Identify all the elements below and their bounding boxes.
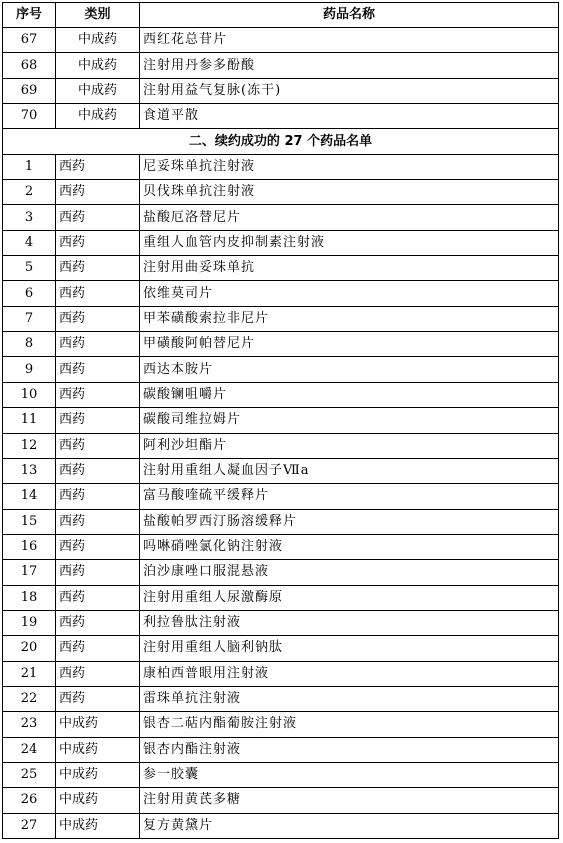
- table-row: [3, 382, 559, 407]
- row-number: 13: [3, 458, 56, 483]
- row-drug-name: 贝伐珠单抗注射液: [140, 180, 559, 205]
- row-drug-name: 参一胶囊: [140, 762, 559, 787]
- table-row: [3, 78, 559, 103]
- row-number: 24: [3, 737, 56, 762]
- row-drug-name: 注射用重组人脑利钠肽: [140, 636, 559, 661]
- row-number: 11: [3, 408, 56, 433]
- table-row: [3, 610, 559, 635]
- table-row: [3, 104, 559, 129]
- row-drug-name: 碳酸镧咀嚼片: [140, 382, 559, 407]
- row-drug-name: 银杏二萜内酯葡胺注射液: [140, 712, 559, 737]
- row-number: 5: [3, 256, 56, 281]
- row-drug-name: 注射用丹参多酚酸: [140, 53, 559, 78]
- table-row: [3, 180, 559, 205]
- row-drug-name: 银杏内酯注射液: [140, 737, 559, 762]
- row-drug-name: 注射用曲妥珠单抗: [140, 256, 559, 281]
- row-drug-name: 康柏西普眼用注射液: [140, 661, 559, 686]
- table-row: [3, 484, 559, 509]
- row-number: 12: [3, 433, 56, 458]
- row-category: 西药: [56, 256, 140, 281]
- row-category: 中成药: [56, 788, 140, 813]
- row-drug-name: 碳酸司维拉姆片: [140, 408, 559, 433]
- row-category: 西药: [56, 332, 140, 357]
- row-number: 18: [3, 585, 56, 610]
- table-row: [3, 560, 559, 585]
- row-number: 68: [3, 53, 56, 78]
- row-number: 26: [3, 788, 56, 813]
- row-number: 19: [3, 610, 56, 635]
- row-number: 9: [3, 357, 56, 382]
- row-drug-name: 西达本胺片: [140, 357, 559, 382]
- row-number: 22: [3, 686, 56, 711]
- row-number: 1: [3, 154, 56, 179]
- row-category: 西药: [56, 180, 140, 205]
- row-category: 西药: [56, 534, 140, 559]
- row-drug-name: 西红花总苷片: [140, 28, 559, 53]
- row-number: 3: [3, 205, 56, 230]
- table-row: [3, 737, 559, 762]
- row-number: 20: [3, 636, 56, 661]
- table-row: [3, 205, 559, 230]
- row-category: 中成药: [56, 813, 140, 838]
- row-number: 14: [3, 484, 56, 509]
- row-category: 西药: [56, 509, 140, 534]
- table-row: [3, 661, 559, 686]
- row-drug-name: 注射用重组人凝血因子Ⅶa: [140, 458, 559, 483]
- table-row: [3, 154, 559, 179]
- row-drug-name: 甲苯磺酸索拉非尼片: [140, 306, 559, 331]
- table-body: [3, 28, 559, 839]
- row-category: 西药: [56, 357, 140, 382]
- table-row: [3, 813, 559, 838]
- row-category: 西药: [56, 433, 140, 458]
- row-category: 西药: [56, 408, 140, 433]
- drug-list-table: [2, 2, 559, 839]
- table-row: [3, 433, 559, 458]
- row-category: 西药: [56, 585, 140, 610]
- row-drug-name: 吗啉硝唑氯化钠注射液: [140, 534, 559, 559]
- row-category: 西药: [56, 636, 140, 661]
- row-drug-name: 泊沙康唑口服混悬液: [140, 560, 559, 585]
- table-row: [3, 256, 559, 281]
- table-row: [3, 762, 559, 787]
- row-drug-name: 依维莫司片: [140, 281, 559, 306]
- row-category: 西药: [56, 306, 140, 331]
- row-category: 西药: [56, 661, 140, 686]
- row-drug-name: 阿利沙坦酯片: [140, 433, 559, 458]
- row-category: 中成药: [56, 28, 140, 53]
- row-category: 中成药: [56, 737, 140, 762]
- table-row: [3, 230, 559, 255]
- row-drug-name: 甲磺酸阿帕替尼片: [140, 332, 559, 357]
- row-category: 中成药: [56, 104, 140, 129]
- row-category: 西药: [56, 484, 140, 509]
- table-row: [3, 408, 559, 433]
- row-drug-name: 注射用黄芪多糖: [140, 788, 559, 813]
- table-row: [3, 509, 559, 534]
- row-number: 70: [3, 104, 56, 129]
- row-drug-name: 重组人血管内皮抑制素注射液: [140, 230, 559, 255]
- row-number: 2: [3, 180, 56, 205]
- table-row: [3, 788, 559, 813]
- row-category: 中成药: [56, 762, 140, 787]
- row-category: 西药: [56, 382, 140, 407]
- row-category: 西药: [56, 458, 140, 483]
- row-drug-name: 富马酸喹硫平缓释片: [140, 484, 559, 509]
- row-number: 67: [3, 28, 56, 53]
- row-number: 23: [3, 712, 56, 737]
- row-number: 25: [3, 762, 56, 787]
- section-title: 二、续约成功的 27 个药品名单: [3, 129, 559, 154]
- table-header-row: [3, 3, 559, 28]
- row-number: 4: [3, 230, 56, 255]
- table-row: [3, 712, 559, 737]
- table-row: [3, 306, 559, 331]
- table-row: [3, 357, 559, 382]
- row-category: 中成药: [56, 78, 140, 103]
- row-category: 中成药: [56, 53, 140, 78]
- header-no: 序号: [3, 3, 56, 28]
- row-category: 西药: [56, 560, 140, 585]
- row-category: 西药: [56, 205, 140, 230]
- table-row: [3, 28, 559, 53]
- table-row: [3, 585, 559, 610]
- row-drug-name: 注射用重组人尿激酶原: [140, 585, 559, 610]
- row-number: 69: [3, 78, 56, 103]
- row-number: 21: [3, 661, 56, 686]
- table-row: [3, 458, 559, 483]
- row-drug-name: 利拉鲁肽注射液: [140, 610, 559, 635]
- row-drug-name: 复方黄黛片: [140, 813, 559, 838]
- row-category: 西药: [56, 610, 140, 635]
- row-category: 西药: [56, 230, 140, 255]
- row-drug-name: 注射用益气复脉(冻干): [140, 78, 559, 103]
- row-category: 西药: [56, 154, 140, 179]
- table-row: [3, 332, 559, 357]
- row-drug-name: 食道平散: [140, 104, 559, 129]
- row-number: 10: [3, 382, 56, 407]
- row-drug-name: 盐酸厄洛替尼片: [140, 205, 559, 230]
- row-category: 西药: [56, 686, 140, 711]
- row-drug-name: 盐酸帕罗西汀肠溶缓释片: [140, 509, 559, 534]
- row-number: 27: [3, 813, 56, 838]
- row-number: 6: [3, 281, 56, 306]
- table-row: [3, 636, 559, 661]
- table-row: [3, 686, 559, 711]
- row-number: 7: [3, 306, 56, 331]
- row-category: 中成药: [56, 712, 140, 737]
- table-row: [3, 281, 559, 306]
- header-name: 药品名称: [140, 3, 559, 28]
- section-header-row: [3, 129, 559, 154]
- row-category: 西药: [56, 281, 140, 306]
- table-row: [3, 53, 559, 78]
- row-number: 16: [3, 534, 56, 559]
- row-number: 8: [3, 332, 56, 357]
- row-drug-name: 雷珠单抗注射液: [140, 686, 559, 711]
- row-number: 15: [3, 509, 56, 534]
- header-category: 类别: [56, 3, 140, 28]
- row-number: 17: [3, 560, 56, 585]
- row-drug-name: 尼妥珠单抗注射液: [140, 154, 559, 179]
- table-row: [3, 534, 559, 559]
